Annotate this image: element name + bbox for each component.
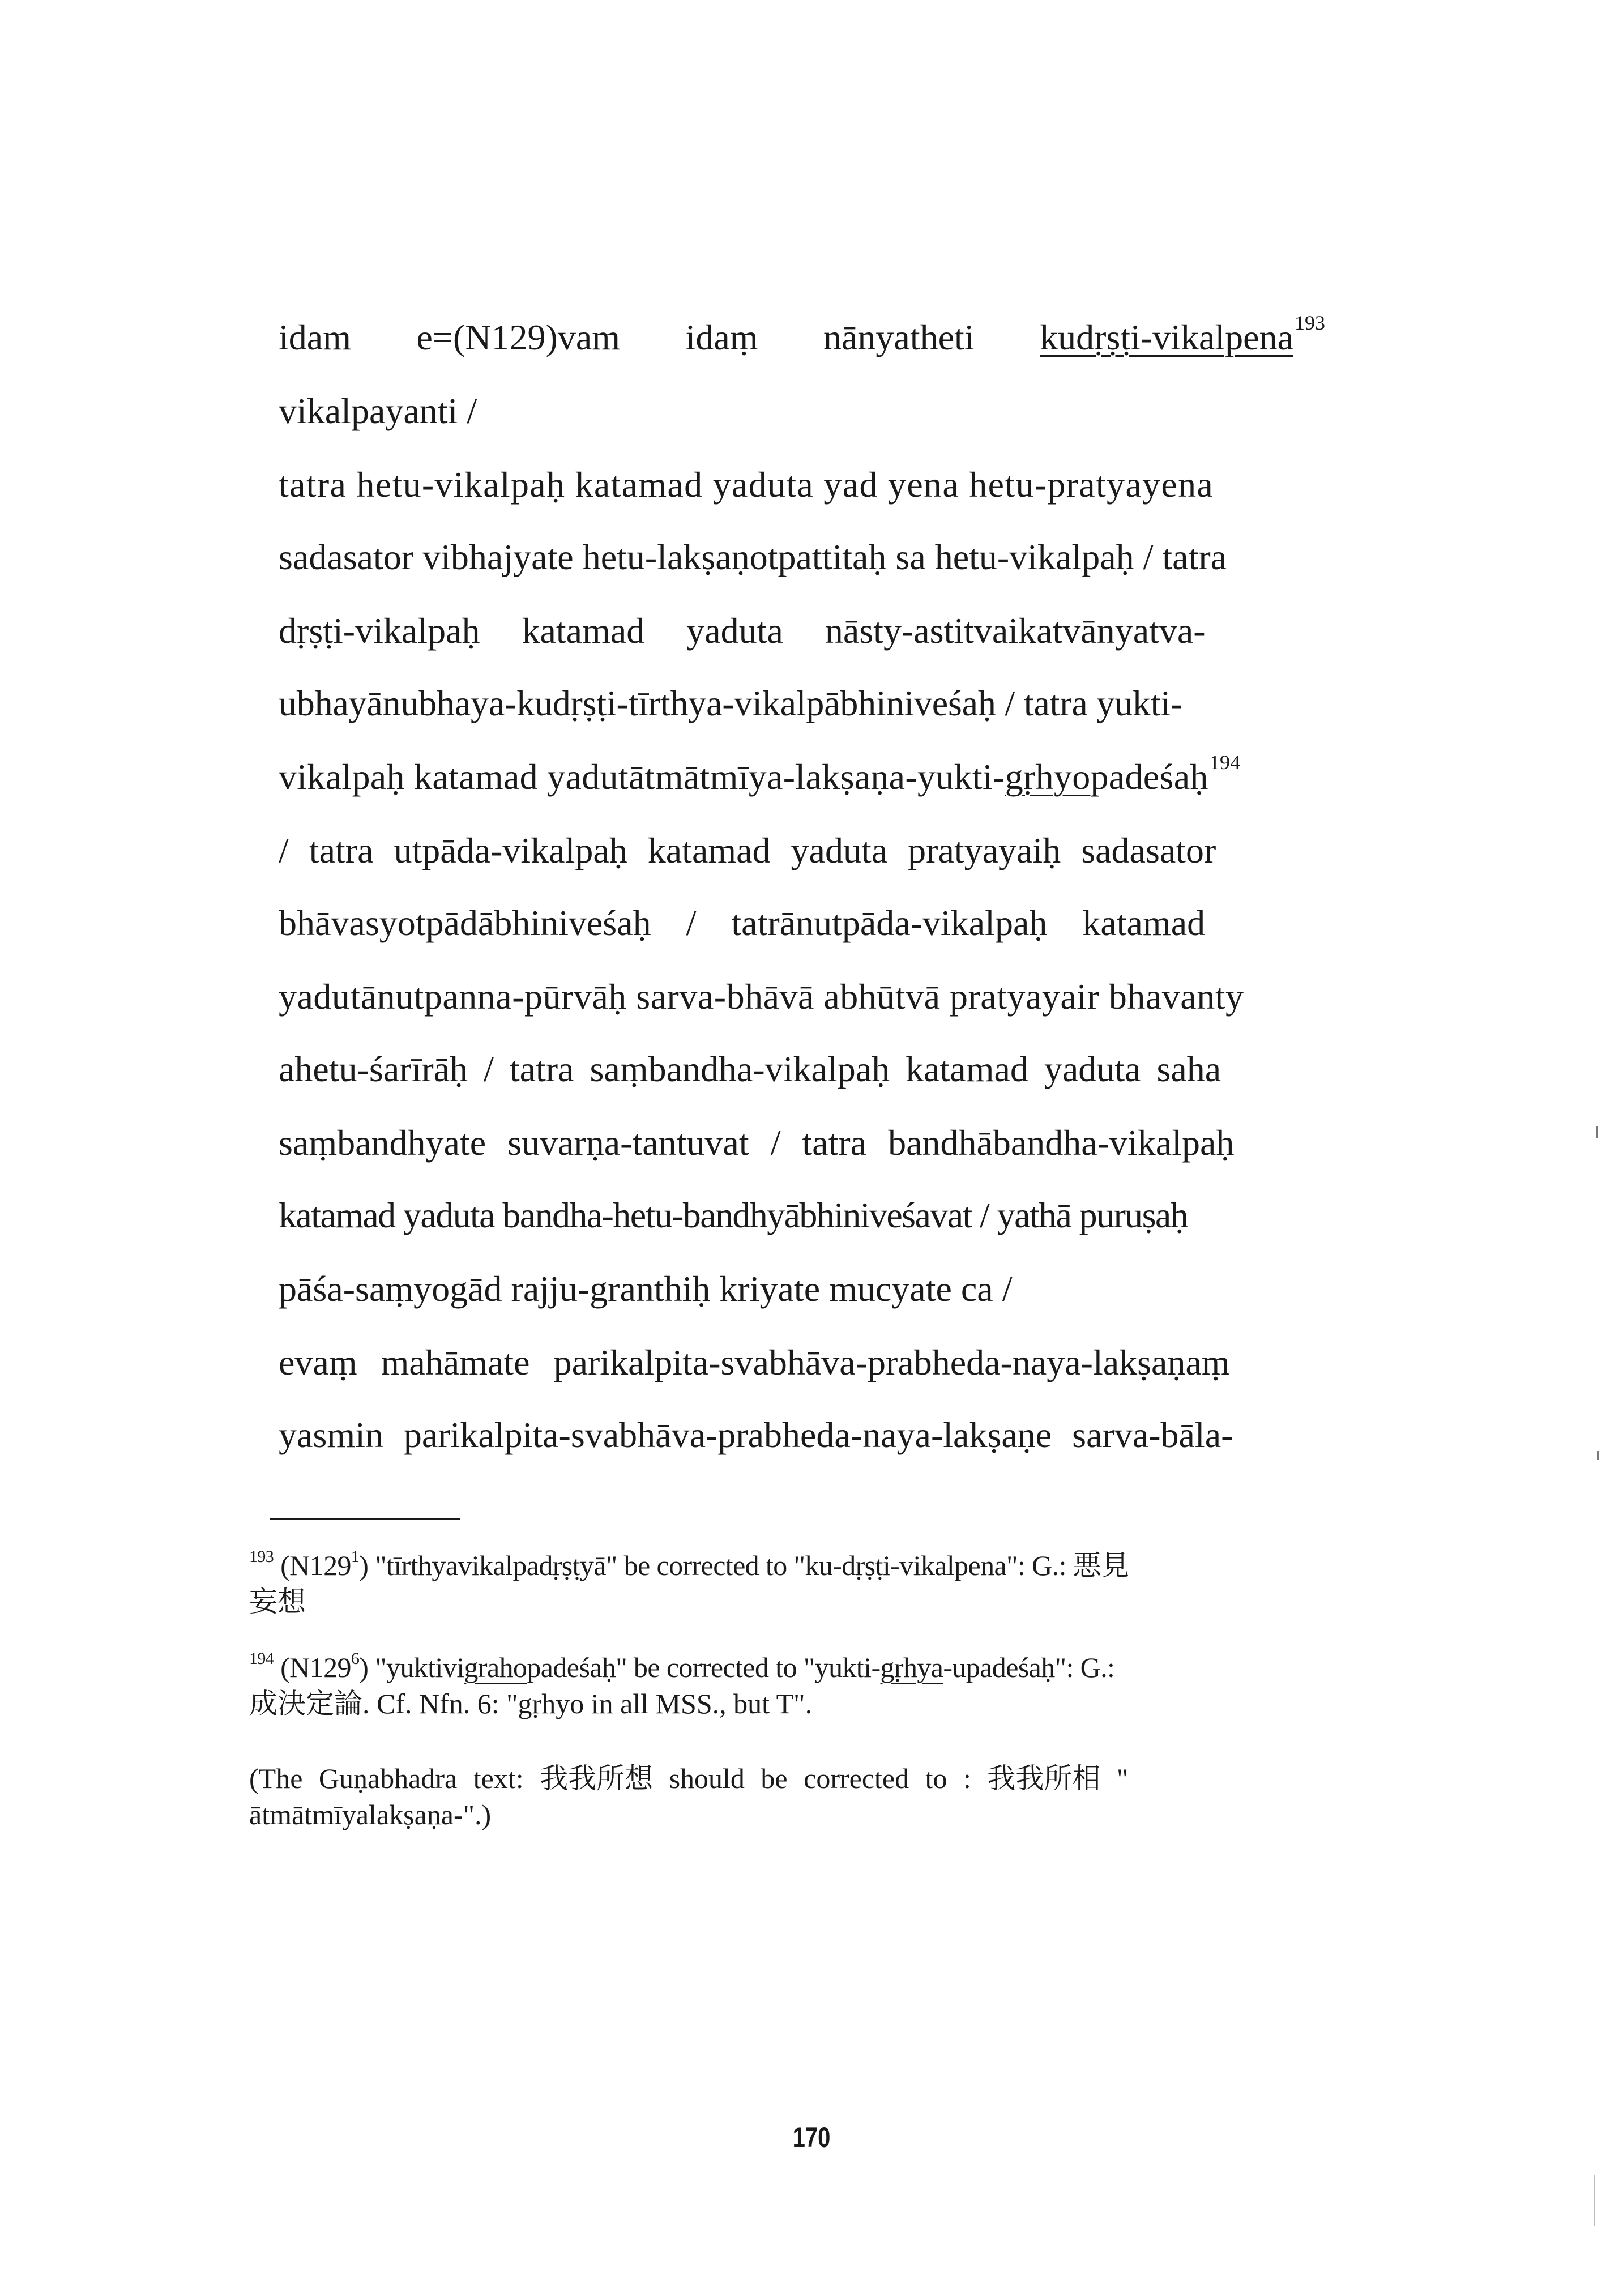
line-segment: padeśaḥ <box>1090 757 1208 797</box>
underlined-term: gṛhya <box>880 1651 943 1683</box>
text-line-2: vikalpayanti / <box>279 391 477 431</box>
text-line-13: katamad yaduta bandha-hetu-bandhyābhiniveśavat / yathā puruṣaḥ <box>279 1195 1188 1235</box>
text-line-12: saṃbandhyate suvarṇa-tantuvat / tatra bandhābandha-vikalpaḥ <box>279 1123 1235 1163</box>
footnote-193-cont: 妄想 <box>249 1586 306 1618</box>
scan-speck <box>1594 2175 1595 2226</box>
text-line-7 <box>279 751 1325 800</box>
scan-speck <box>1596 1126 1598 1138</box>
text-line-6: ubhayānubhaya-kudṛṣṭi-tīrthya-vikalpābhiniveśaḥ / tatra yukti- <box>279 683 1183 723</box>
footnote-ref: (N129 <box>280 1651 351 1683</box>
word: nānyatheti <box>823 317 975 357</box>
footnote-number: 193 <box>249 1547 274 1566</box>
translator-note-cont: ātmātmīyalakṣaṇa-".) <box>249 1799 492 1830</box>
word: e=(N129)vam <box>416 317 621 357</box>
footnote-anchor-193 <box>1040 311 1325 360</box>
text-line-5: dṛṣṭi-vikalpaḥ katamad yaduta nāsty-astitvaikatvānyatva- <box>279 611 1206 651</box>
text-line-1 <box>279 311 1325 360</box>
footnote-text: ) "yuktivi <box>359 1651 464 1683</box>
footnote-text: padeśaḥ" be corrected to "yukti- <box>527 1651 881 1683</box>
text-line-14: pāśa-saṃyogād rajju-granthiḥ kriyate mucyate ca / <box>279 1269 1013 1309</box>
footnote-text: -upadeśaḥ": G.: <box>943 1651 1115 1683</box>
underlined-term: graho <box>464 1651 527 1683</box>
text-line-10: yadutānutpanna-pūrvāḥ sarva-bhāvā abhūtvā pratyayair bhavanty <box>279 976 1244 1017</box>
text-line-15: evaṃ mahāmate parikalpita-svabhāva-prabheda-naya-lakṣaṇaṃ <box>279 1342 1230 1382</box>
text-line-3: tatra hetu-vikalpaḥ katamad yaduta yad yena hetu-pratyayena <box>279 464 1214 505</box>
line-segment: vikalpaḥ katamad yadutātmātmīya-lakṣaṇa-yukti- <box>279 757 1005 797</box>
translator-note: (The Guṇabhadra text: 我我所想 should be corrected to : 我我所相 " <box>249 1762 1129 1794</box>
word: idaṃ <box>685 317 758 357</box>
footnote-ref-sup: 6 <box>351 1649 360 1668</box>
footnote-194-cont: 成決定論. Cf. Nfn. 6: "gṛhyo in all MSS., but T". <box>249 1688 813 1719</box>
underlined-term: kudṛṣṭi-vikalpena <box>1040 317 1293 357</box>
footnote-divider <box>270 1518 460 1520</box>
word: idam <box>279 317 351 357</box>
footnote-ref: 193 <box>1294 311 1325 334</box>
underlined-term: gṛhyo <box>1005 757 1091 797</box>
footnote-194 <box>249 1649 1325 1685</box>
footnote-ref-sup: 1 <box>351 1547 360 1566</box>
text-line-16: yasmin parikalpita-svabhāva-prabheda-naya-lakṣaṇe sarva-bāla- <box>279 1415 1233 1455</box>
text-line-4: sadasator vibhajyate hetu-lakṣaṇotpattitaḥ sa hetu-vikalpaḥ / tatra <box>279 537 1227 577</box>
footnote-ref: (N129 <box>280 1550 351 1581</box>
text-line-11: ahetu-śarīrāḥ / tatra saṃbandha-vikalpaḥ katamad yaduta saha <box>279 1049 1221 1089</box>
text-line-8: / tatra utpāda-vikalpaḥ katamad yaduta pratyayaiḥ sadasator <box>279 830 1216 870</box>
footnote-193 <box>249 1547 1325 1584</box>
page-number: 170 <box>792 2122 831 2153</box>
footnote-ref: 194 <box>1209 751 1241 774</box>
text-line-9: bhāvasyotpādābhiniveśaḥ / tatrānutpāda-vikalpaḥ katamad <box>279 903 1206 943</box>
scan-speck <box>1597 1451 1599 1460</box>
footnote-number: 194 <box>249 1649 274 1668</box>
footnote-text: ) "tīrthyavikalpadṛṣṭyā" be corrected to "ku-dṛṣṭi-vikalpena": G.: 悪見 <box>359 1550 1129 1581</box>
